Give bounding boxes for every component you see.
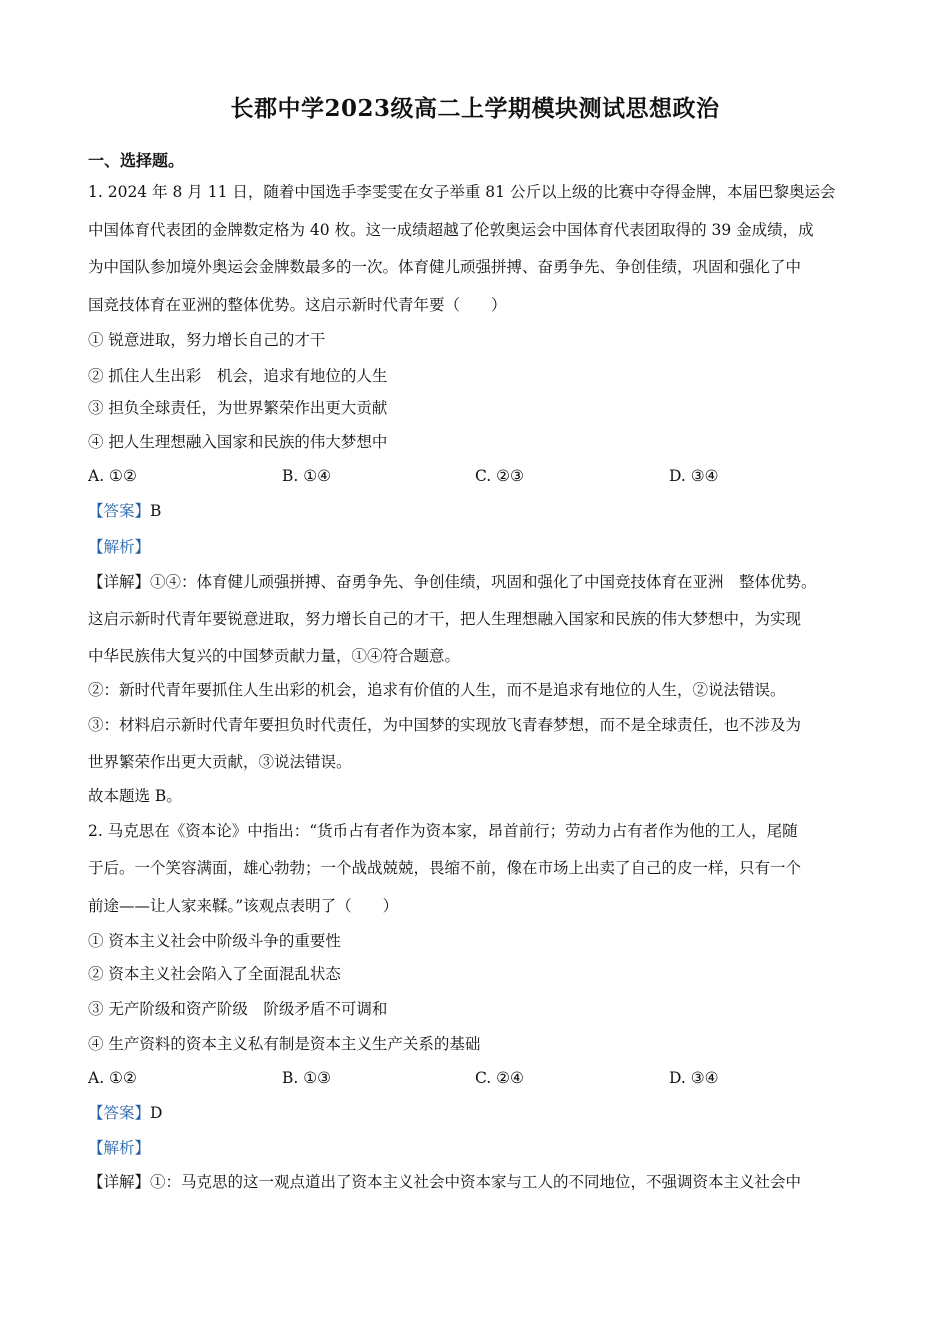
analysis-tag: 【解析】 (88, 538, 151, 556)
q2-option-d: D. ③④ (669, 1069, 719, 1087)
q2-detail-line (88, 1172, 801, 1192)
q2-stem-line: 于后。一个笑容满面，雄心勃勃；一个战战兢兢，畏缩不前，像在市场上出卖了自己的皮一样，只有一个 (88, 859, 802, 877)
q1-stem-line: 国竞技体育在亚洲的整体优势。这启示新时代青年要（ ） (88, 296, 507, 314)
q1-analysis-tag (88, 537, 150, 557)
q1-stem-line: 中国体育代表团的金牌数定格为 40 枚。这一成绩超越了伦敦奥运会中国体育代表团取得的 39 金成绩，成 (88, 221, 814, 239)
q1-detail-line: ③：材料启示新时代青年要担负时代责任，为中国梦的实现放飞青春梦想，而不是全球责任，也不涉及为 (88, 716, 802, 734)
q2-item: ④ 生产资料的资本主义私有制是资本主义生产关系的基础 (88, 1035, 481, 1053)
document-title: 长郡中学2023级高二上学期模块测试思想政治 (230, 95, 720, 122)
q1-stem-line: 1. 2024 年 8 月 11 日，随着中国选手李雯雯在女子举重 81 公斤以上级的比赛中夺得金牌，本届巴黎奥运会 (88, 183, 836, 201)
section-heading: 一、选择题。 (88, 151, 185, 170)
q2-item: ② 资本主义社会陷入了全面混乱状态 (88, 965, 341, 983)
q1-item: ① 锐意进取，努力增长自己的才干 (88, 331, 326, 349)
q1-option-d: D. ③④ (669, 467, 719, 485)
q1-item: ③ 担负全球责任，为世界繁荣作出更大贡献 (88, 399, 388, 417)
q2-item: ③ 无产阶级和资产阶级 阶级矛盾不可调和 (88, 1000, 388, 1018)
q1-detail-line: 这启示新时代青年要锐意进取，努力增长自己的才干，把人生理想融入国家和民族的伟大梦想中，为实现 (88, 610, 802, 628)
q2-option-b: B. ①③ (282, 1069, 332, 1087)
q1-detail-line: 故本题选 B。 (88, 787, 182, 805)
q2-stem-line: 前途——让人家来鞣。”该观点表明了（ ） (88, 897, 399, 915)
q1-item: ④ 把人生理想融入国家和民族的伟大梦想中 (88, 433, 388, 451)
answer-tag: 【答案】 (88, 502, 151, 520)
answer-value: D (150, 1104, 163, 1122)
q2-stem-line: 2. 马克思在《资本论》中指出：“货币占有者作为资本家，昂首前行；劳动力占有者作为他的工人，尾随 (88, 822, 798, 840)
q2-answer (88, 1103, 162, 1123)
q2-option-a: A. ①② (88, 1069, 137, 1087)
detail-text: ①：马克思的这一观点道出了资本主义社会中资本家与工人的不同地位，不强调资本主义社会中 (150, 1173, 802, 1191)
detail-tag: 【详解】 (88, 573, 151, 591)
q1-option-b: B. ①④ (282, 467, 332, 485)
q1-stem-line: 为中国队参加境外奥运会金牌数最多的一次。体育健儿顽强拼搏、奋勇争先、争创佳绩，巩固和强化了中 (88, 258, 802, 276)
q1-answer (88, 501, 161, 521)
q1-detail-line: ②：新时代青年要抓住人生出彩的机会，追求有价值的人生，而不是追求有地位的人生，②说法错误。 (88, 681, 786, 699)
q1-detail-line: 中华民族伟大复兴的中国梦贡献力量，①④符合题意。 (88, 647, 461, 665)
answer-value: B (150, 502, 162, 520)
q1-item: ② 抓住人生出彩 机会，追求有地位的人生 (88, 367, 388, 385)
q1-option-a: A. ①② (88, 467, 137, 485)
detail-text: ①④：体育健儿顽强拼搏、奋勇争先、争创佳绩，巩固和强化了中国竞技体育在亚洲 整体优势。 (150, 573, 817, 591)
q2-item: ① 资本主义社会中阶级斗争的重要性 (88, 932, 341, 950)
answer-tag: 【答案】 (88, 1104, 151, 1122)
detail-tag: 【详解】 (88, 1173, 151, 1191)
q2-analysis-tag (88, 1138, 150, 1158)
q1-detail-line: 世界繁荣作出更大贡献，③说法错误。 (88, 753, 352, 771)
analysis-tag: 【解析】 (88, 1139, 151, 1157)
q1-detail-line (88, 572, 817, 592)
q2-option-c: C. ②④ (475, 1069, 524, 1087)
q1-option-c: C. ②③ (475, 467, 524, 485)
